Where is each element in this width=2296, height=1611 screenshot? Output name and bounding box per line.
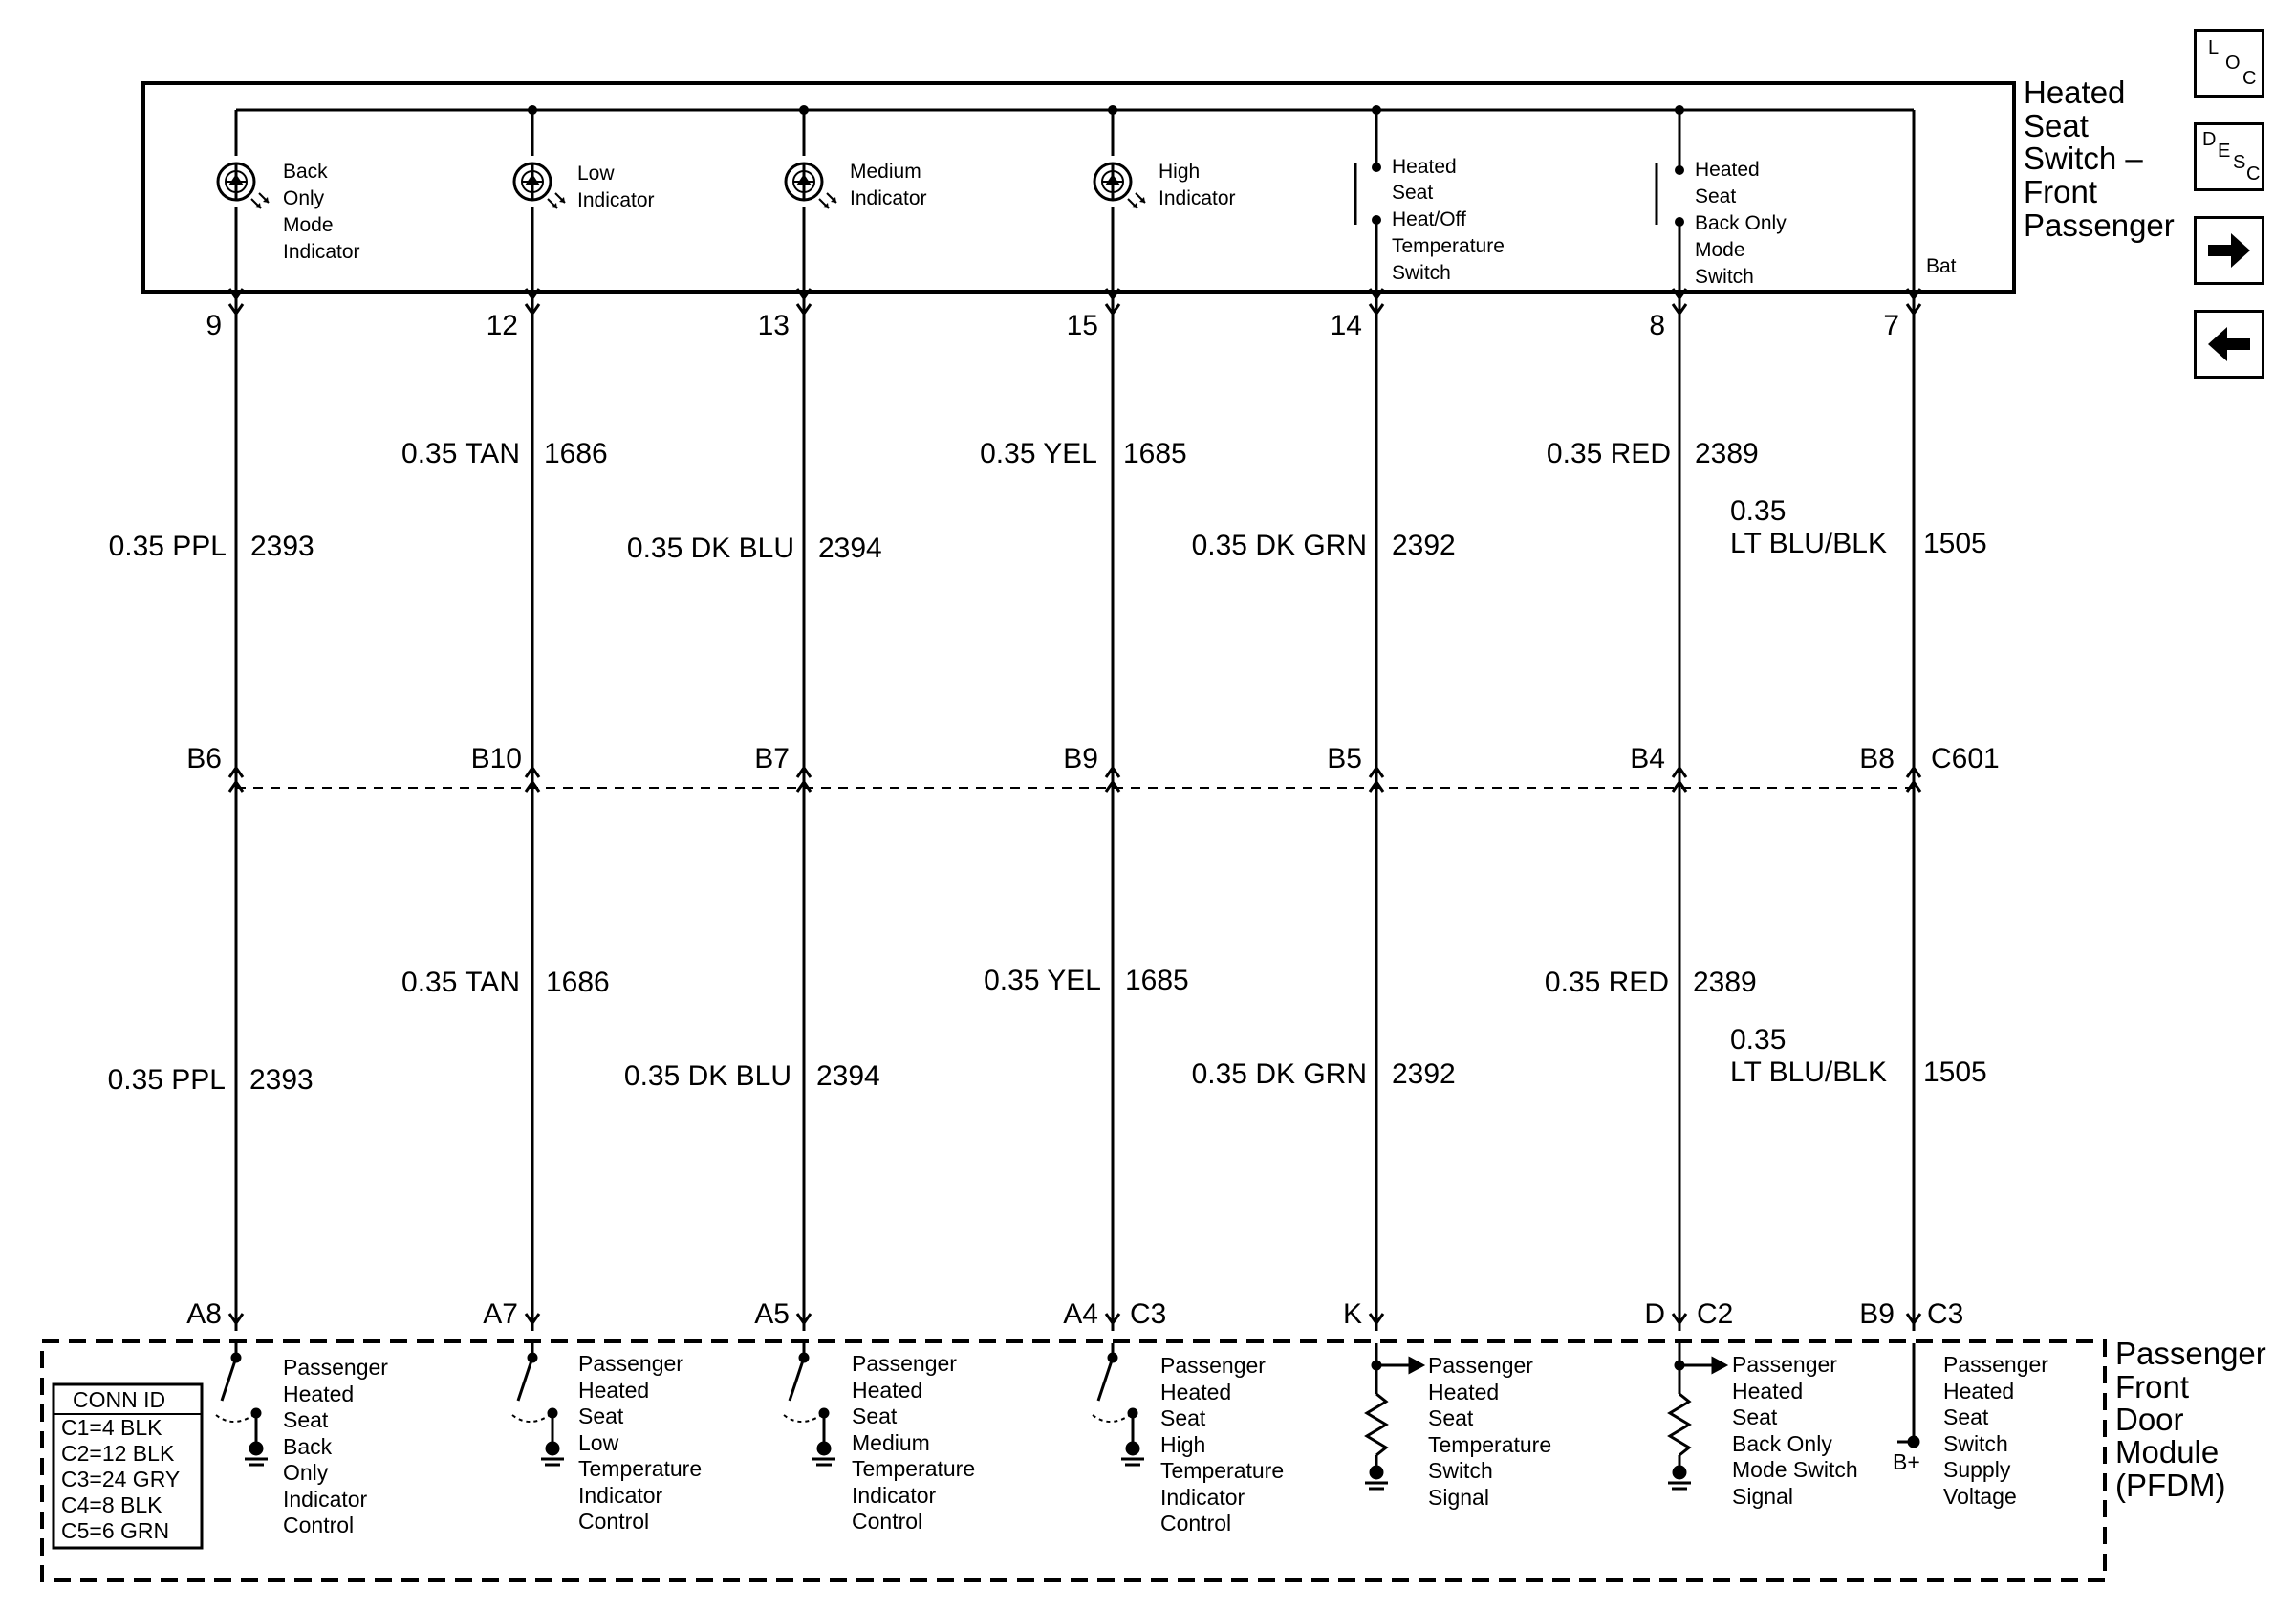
desc-letter: C [2246,163,2261,185]
top-label: Indicator [850,187,927,209]
wire-color-label: 0.35 RED [1544,967,1669,998]
top-pin: 14 [1330,310,1362,341]
bplus-label: B+ [1893,1449,1920,1474]
top-label: Back [283,161,328,183]
bottom-pin: B9 [1859,1298,1895,1330]
svg-text:Heated: Heated [1943,1379,2015,1404]
loc-letter: O [2225,53,2241,74]
top-label: Mode [283,214,334,236]
loc-letter: L [2208,37,2220,58]
svg-text:High: High [1160,1432,1206,1457]
circuit-number: 2389 [1695,438,1759,469]
wire-color-label: 0.35 DK GRN [1191,530,1367,561]
module-label-1686 [578,1351,702,1534]
svg-text:Heated: Heated [852,1378,923,1403]
inline-pin: B6 [186,743,222,774]
wire-color-label: 0.35 PPL [108,531,227,562]
circuit-number: 2389 [1693,967,1757,998]
svg-text:Heated: Heated [578,1378,650,1403]
top-label: Switch [1695,266,1754,288]
svg-text:Control: Control [578,1509,650,1534]
circuit-number: 1686 [544,438,608,469]
svg-text:Medium: Medium [852,1430,930,1455]
svg-text:Temperature: Temperature [1428,1432,1552,1457]
svg-text:Passenger: Passenger [1428,1353,1533,1378]
wire-color-label: 0.35 RED [1546,438,1671,469]
top-component-title-line: Heated [2024,75,2126,110]
conn-id-title: CONN ID [73,1387,166,1412]
top-pin: 9 [206,310,222,341]
module-label-2394 [852,1351,975,1534]
bottom-pin: K [1342,1298,1362,1330]
top-label: Temperature [1392,235,1505,257]
conn-id-row: C4=8 BLK [61,1492,162,1517]
prev-page-button[interactable] [2194,310,2264,379]
resistor-2389 [1668,1343,1725,1489]
svg-text:Temperature: Temperature [1160,1458,1285,1483]
conn-id-row: C1=4 BLK [61,1415,162,1440]
top-label: Medium [850,161,921,183]
next-page-button[interactable] [2194,216,2264,285]
top-label: Indicator [577,189,655,211]
lamp-icon [1094,163,1145,208]
wire-color-label: LT BLU/BLK [1730,528,1887,559]
svg-text:Only: Only [283,1460,329,1485]
desc-button[interactable] [2194,122,2264,191]
svg-text:Seat: Seat [852,1404,898,1428]
lamp-icon [786,163,836,208]
svg-text:Switch: Switch [1943,1431,2008,1456]
wire-color-label: 0.35 DK BLU [623,1060,791,1092]
top-label: High [1159,161,1201,183]
desc-letter: S [2233,152,2246,173]
top-pin: 13 [757,310,790,341]
inline-pin: B7 [754,743,790,774]
wire-color-label: 0.35 YEL [984,965,1101,996]
top-label: Only [283,187,325,209]
bottom-connector-id: C2 [1697,1298,1734,1330]
module-label-2392 [1428,1353,1551,1510]
circuit-number: 1685 [1125,965,1189,996]
bottom-component-title-line: Front [2115,1369,2190,1404]
top-label: Indicator [283,241,360,263]
driver-symbol-1685 [1093,1343,1144,1465]
top-component-title-line: Passenger [2024,207,2175,243]
arrow-right-icon [2197,219,2262,282]
driver-symbol-2393 [216,1343,268,1465]
svg-text:Switch: Switch [1428,1458,1493,1483]
bottom-component-title-line: Module [2115,1434,2220,1469]
top-label: Back Only [1695,212,1787,234]
wire-color-label: LT BLU/BLK [1730,1056,1887,1088]
module-label-2393 [283,1355,388,1537]
top-label: Low [577,163,615,185]
svg-text:Mode Switch: Mode Switch [1732,1457,1858,1482]
module-label-1685 [1160,1353,1284,1535]
bottom-pin: A8 [186,1298,222,1330]
top-component-title-line: Front [2024,174,2098,209]
inline-pin: B4 [1630,743,1665,774]
loc-button[interactable] [2194,29,2264,98]
top-component-title-line: Seat [2024,108,2089,143]
driver-symbol-2394 [784,1343,835,1465]
wire-gauge-label: 0.35 [1730,1024,1787,1056]
module-label-2389 [1732,1352,1858,1509]
svg-text:Voltage: Voltage [1943,1484,2017,1509]
loc-letter: C [2242,68,2257,89]
svg-text:Heated: Heated [1160,1380,1232,1404]
bottom-connector-id: C3 [1130,1298,1167,1330]
inline-connector-name: C601 [1931,743,2000,774]
top-label: Seat [1392,182,1434,204]
svg-text:Indicator: Indicator [283,1487,368,1512]
lamp-icon [514,163,565,208]
svg-text:Low: Low [578,1430,619,1455]
resistor-2392 [1365,1343,1422,1489]
svg-text:Passenger: Passenger [578,1351,683,1376]
supply-1505 [1897,1343,1918,1447]
svg-text:Passenger: Passenger [283,1355,388,1380]
top-pin: 8 [1649,310,1665,341]
top-label: Heated [1695,159,1760,181]
circuit-number: 2392 [1392,530,1456,561]
circuit-number: 1505 [1923,528,1987,559]
circuit-number: 1505 [1923,1056,1987,1088]
conn-id-row: C2=12 BLK [61,1441,175,1466]
wire-color-label: 0.35 TAN [401,438,520,469]
svg-text:Seat: Seat [578,1404,624,1428]
bottom-connector-id: C3 [1927,1298,1964,1330]
conn-id-row: C3=24 GRY [61,1467,181,1491]
svg-text:Control: Control [1160,1511,1232,1535]
bottom-pin: A7 [483,1298,518,1330]
svg-text:Control: Control [852,1509,923,1534]
circuit-number: 2392 [1392,1058,1456,1090]
inline-pin: B5 [1327,743,1362,774]
inline-pin: B10 [470,743,522,774]
bottom-component-title-line: Door [2115,1402,2184,1437]
wire-color-label: 0.35 YEL [980,438,1097,469]
bottom-component-title-line: Passenger [2115,1336,2266,1371]
svg-text:Passenger: Passenger [1732,1352,1837,1377]
wire-color-label: 0.35 TAN [401,967,520,998]
svg-text:Passenger: Passenger [852,1351,957,1376]
circuit-number: 2394 [818,533,882,564]
lamp-icon [218,163,269,208]
circuit-number: 1686 [546,967,610,998]
bottom-component-title-line: (PFDM) [2115,1468,2226,1503]
inline-pin: B8 [1859,743,1895,774]
svg-text:Seat: Seat [283,1407,329,1432]
circuit-number: 1685 [1123,438,1187,469]
circuit-number: 2393 [249,1064,314,1096]
svg-text:Seat: Seat [1160,1405,1206,1430]
desc-letter: E [2218,141,2231,162]
svg-text:Heated: Heated [1732,1379,1804,1404]
bottom-pin: A5 [754,1298,790,1330]
wire-color-label: 0.35 DK BLU [626,533,794,564]
svg-text:Signal: Signal [1732,1484,1793,1509]
svg-text:Passenger: Passenger [1160,1353,1266,1378]
svg-text:Seat: Seat [1732,1404,1778,1429]
svg-text:Indicator: Indicator [852,1483,937,1508]
svg-text:Indicator: Indicator [1160,1485,1245,1510]
svg-text:Signal: Signal [1428,1485,1489,1510]
circuit-number: 2393 [250,531,314,562]
top-component-title-line: Switch – [2024,141,2143,176]
top-pin: 12 [486,310,518,341]
svg-text:Back Only: Back Only [1732,1431,1832,1456]
wire-color-label: 0.35 DK GRN [1191,1058,1367,1090]
svg-text:Seat: Seat [1428,1405,1474,1430]
svg-text:Supply: Supply [1943,1457,2011,1482]
svg-text:Back: Back [283,1434,333,1459]
top-label: Heated [1392,156,1457,178]
bat-label: Bat [1926,255,1957,277]
top-pin: 15 [1066,310,1098,341]
inline-pin: B9 [1063,743,1098,774]
desc-letter: D [2202,129,2217,150]
svg-text:Seat: Seat [1943,1404,1989,1429]
top-label: Indicator [1159,187,1236,209]
svg-text:Heated: Heated [1428,1380,1500,1404]
arrow-left-icon [2197,313,2262,376]
module-label-1505 [1943,1352,2048,1509]
driver-symbol-1686 [512,1343,564,1465]
bottom-pin: A4 [1063,1298,1098,1330]
svg-text:Indicator: Indicator [578,1483,663,1508]
circuit-number: 2394 [816,1060,880,1092]
svg-text:Temperature: Temperature [852,1456,976,1481]
svg-text:Heated: Heated [283,1382,355,1406]
top-label: Mode [1695,239,1745,261]
svg-text:Control: Control [283,1513,355,1537]
top-label: Heat/Off [1392,208,1466,230]
top-label: Switch [1392,262,1451,284]
wire-gauge-label: 0.35 [1730,495,1787,527]
svg-text:Temperature: Temperature [578,1456,703,1481]
top-pin: 7 [1883,310,1899,341]
top-label: Seat [1695,185,1737,207]
wire-color-label: 0.35 PPL [107,1064,226,1096]
svg-text:Passenger: Passenger [1943,1352,2048,1377]
bottom-pin: D [1644,1298,1665,1330]
conn-id-row: C5=6 GRN [61,1518,170,1543]
